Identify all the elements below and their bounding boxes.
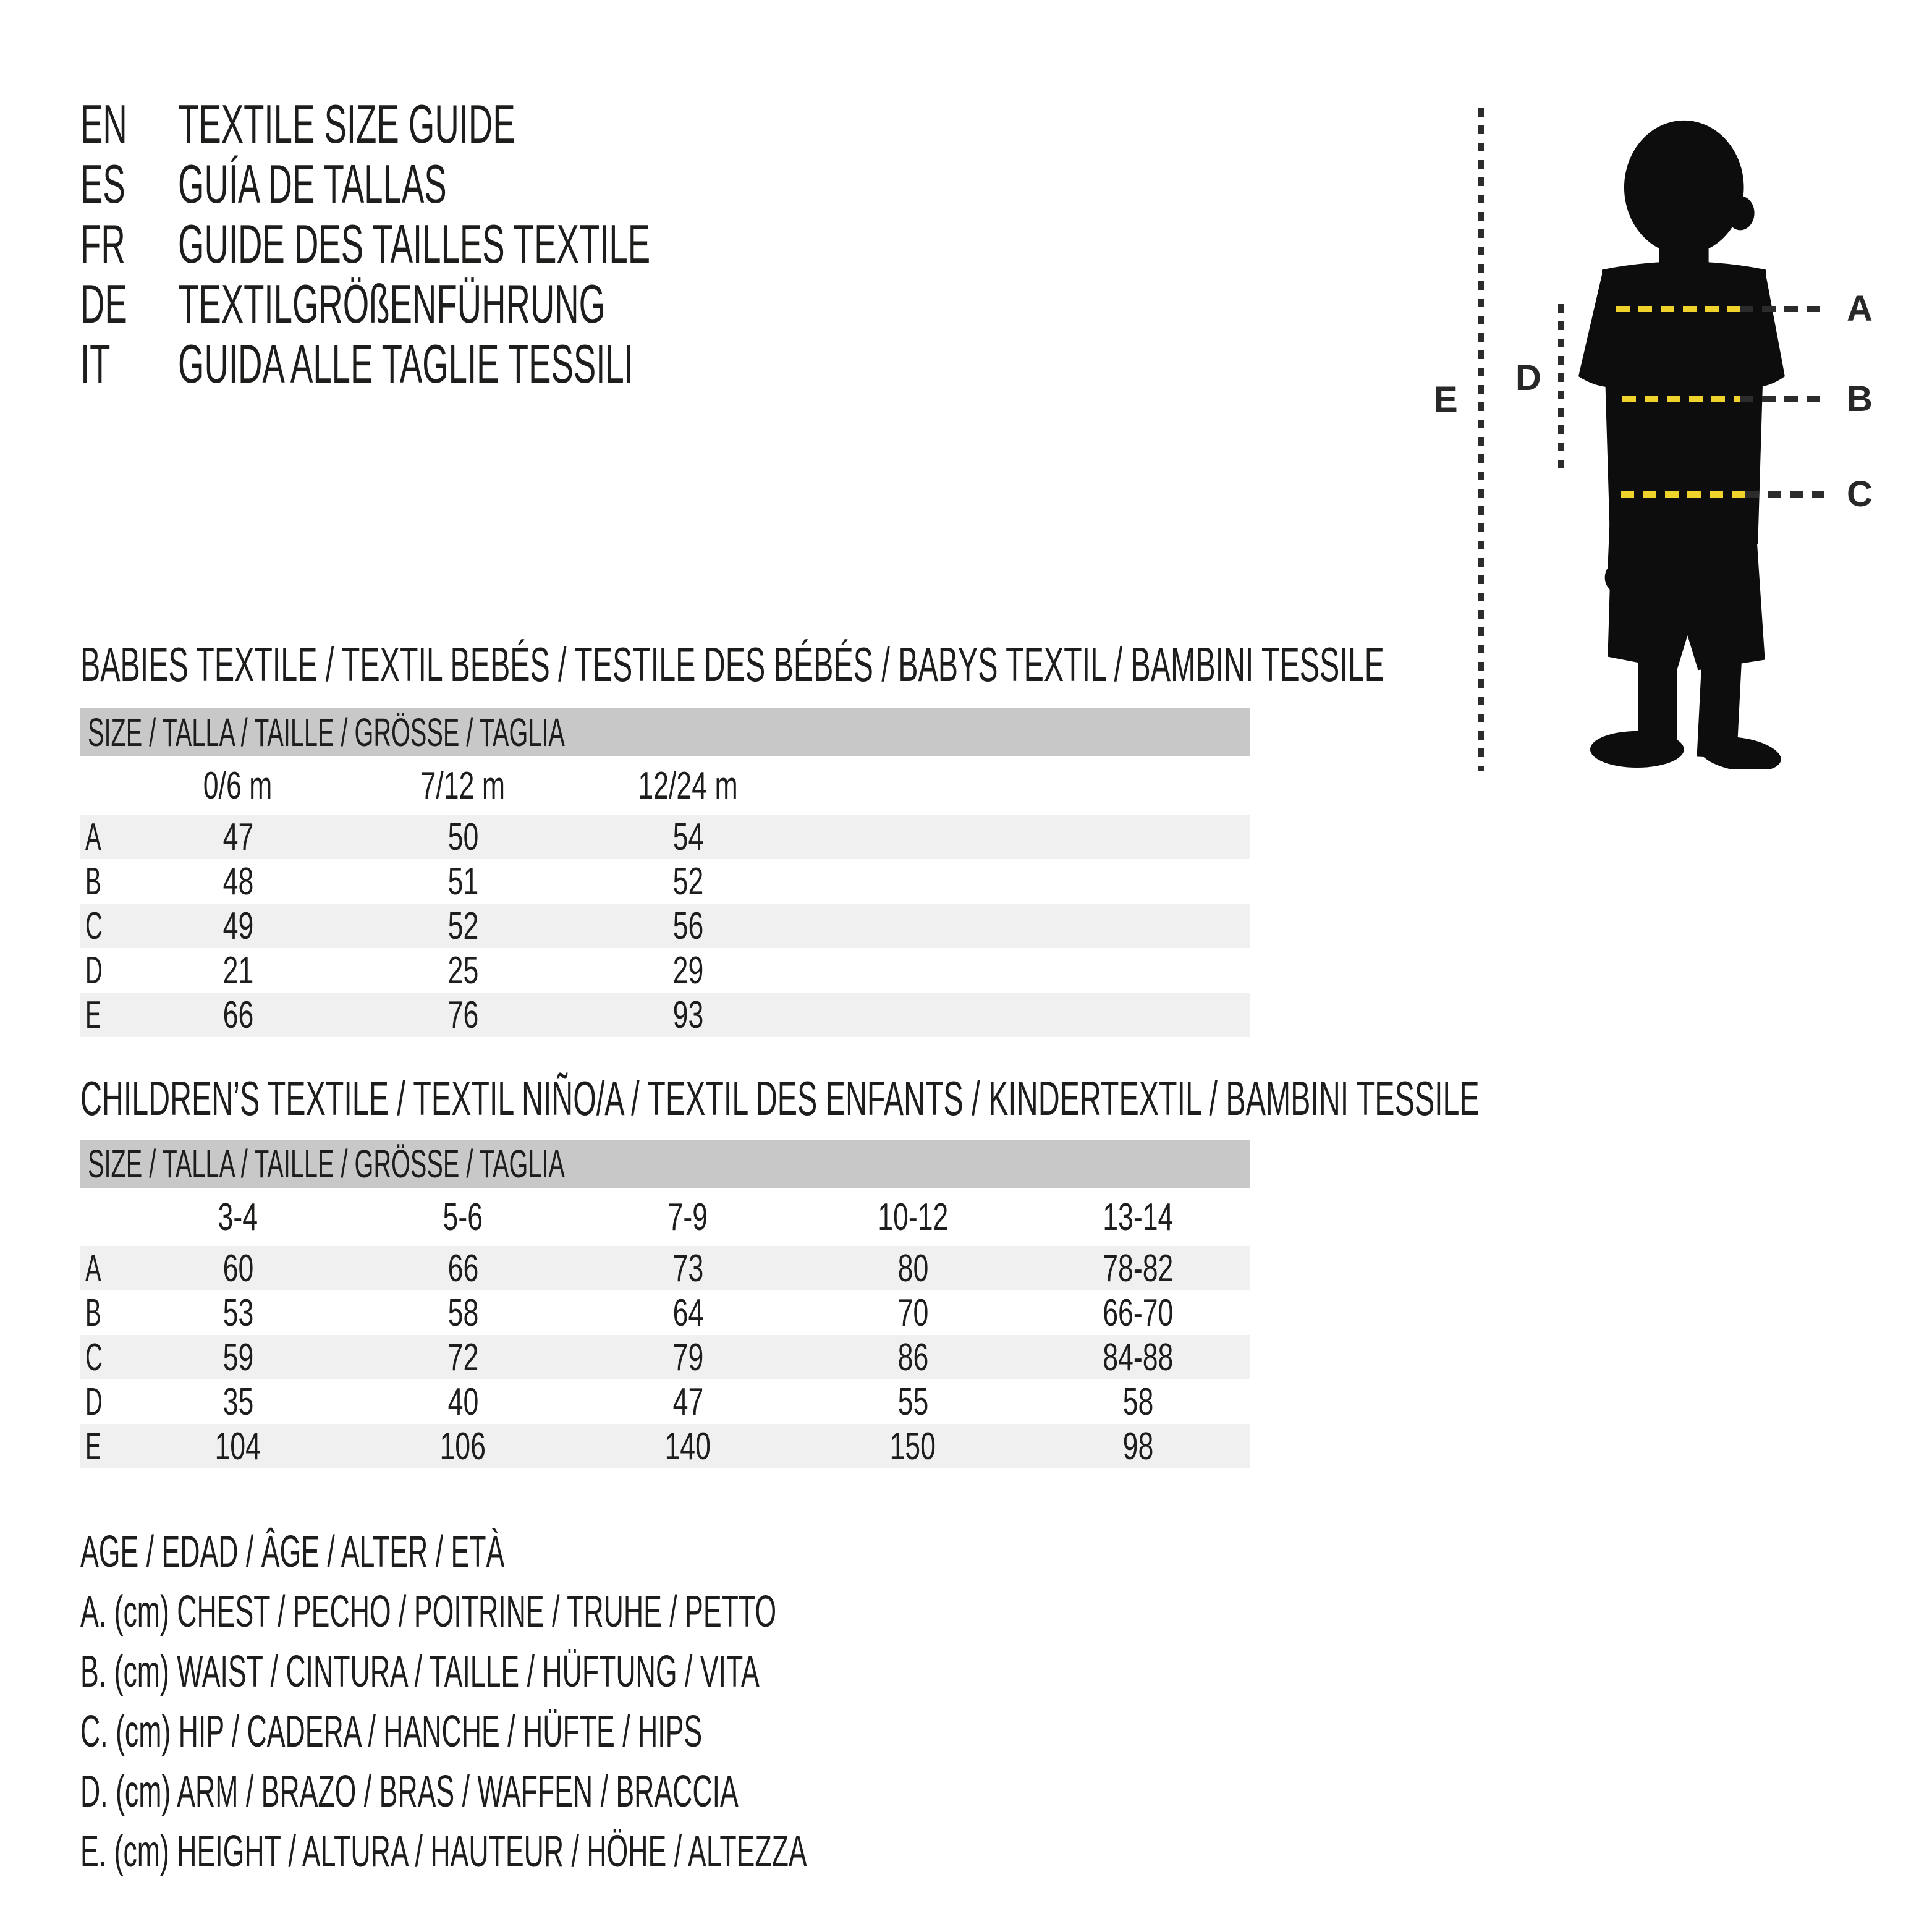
table-cell: 86 bbox=[897, 1336, 928, 1379]
column-header: 3-4 bbox=[218, 1195, 258, 1239]
legend-waist: B. (cm) WAIST / CINTURA / TAILLE / HÜFTUNG / VITA bbox=[80, 1646, 760, 1697]
column-header: 12/24 m bbox=[638, 764, 738, 807]
table-row-a bbox=[80, 815, 1250, 859]
table-cell: 48 bbox=[222, 860, 253, 903]
chest-measure-line-dark bbox=[1740, 306, 1825, 312]
column-header: 13-14 bbox=[1102, 1195, 1174, 1239]
table-cell: 58 bbox=[447, 1291, 478, 1334]
table-row-e bbox=[80, 1424, 1250, 1468]
table-cell: 53 bbox=[222, 1291, 253, 1334]
lang-code: DE bbox=[80, 273, 127, 334]
table-cell: 64 bbox=[672, 1291, 703, 1334]
children-section-title-text: CHILDREN’S TEXTILE / TEXTIL NIÑO/A / TEXTIL DES ENFANTS / KINDERTEXTIL / BAMBINI TESSILE bbox=[80, 1071, 1480, 1125]
legend-height: E. (cm) HEIGHT / ALTURA / HAUTEUR / HÖHE / ALTEZZA bbox=[80, 1826, 807, 1876]
table-row-e bbox=[80, 993, 1250, 1037]
row-label: C bbox=[85, 904, 103, 947]
table-cell: 84-88 bbox=[1102, 1336, 1174, 1379]
table-cell: 78-82 bbox=[1102, 1247, 1174, 1290]
table-cell: 58 bbox=[1122, 1380, 1153, 1423]
table-row-b bbox=[80, 859, 1250, 904]
table-cell: 66-70 bbox=[1102, 1291, 1174, 1334]
figure-label-a: A bbox=[1847, 289, 1873, 329]
figure-label-b: B bbox=[1847, 379, 1873, 419]
children-size-table bbox=[80, 1140, 1250, 1468]
row-label: A bbox=[85, 815, 101, 858]
row-label: B bbox=[85, 1291, 101, 1334]
table-row-b bbox=[80, 1290, 1250, 1335]
table-cell: 70 bbox=[897, 1291, 928, 1334]
figure-label-c: C bbox=[1847, 474, 1873, 514]
babies-size-table bbox=[80, 708, 1250, 1037]
table-cell: 52 bbox=[447, 904, 478, 947]
table-cell: 59 bbox=[222, 1336, 253, 1379]
waist-measure-line-dark bbox=[1740, 396, 1826, 402]
table-cell: 55 bbox=[897, 1380, 928, 1423]
lang-code: ES bbox=[80, 153, 125, 214]
lang-row-de bbox=[80, 274, 939, 334]
column-header: 7-9 bbox=[667, 1195, 708, 1239]
table-cell: 66 bbox=[447, 1247, 478, 1290]
language-title-list bbox=[80, 94, 939, 394]
table-cell: 98 bbox=[1122, 1425, 1153, 1468]
row-label: E bbox=[85, 1425, 101, 1468]
table-cell: 25 bbox=[447, 949, 478, 992]
lang-code: EN bbox=[80, 93, 127, 155]
lang-title: TEXTILE SIZE GUIDE bbox=[178, 93, 515, 155]
lang-title: TEXTILGRÖßENFÜHRUNG bbox=[178, 273, 606, 334]
table-cell: 93 bbox=[672, 993, 703, 1036]
table-row-c bbox=[80, 904, 1250, 948]
row-label: B bbox=[85, 860, 101, 903]
column-header: 5-6 bbox=[443, 1195, 483, 1239]
column-header: 0/6 m bbox=[203, 764, 273, 807]
waist-measure-line-yellow bbox=[1622, 396, 1740, 402]
table-cell: 72 bbox=[447, 1336, 478, 1379]
table-cell: 47 bbox=[672, 1380, 703, 1423]
row-label: D bbox=[85, 1380, 103, 1423]
table-cell: 104 bbox=[214, 1425, 261, 1468]
arm-measure-line-d bbox=[1558, 304, 1564, 470]
lang-row-es bbox=[80, 154, 939, 214]
babies-section-title-text: BABIES TEXTILE / TEXTIL BEBÉS / TESTILE DES BÉBÉS / BABYS TEXTIL / BAMBINI TESSILE bbox=[80, 637, 1384, 692]
row-label: D bbox=[85, 949, 103, 992]
children-column-header-row bbox=[80, 1188, 1250, 1246]
lang-row-en bbox=[80, 94, 939, 154]
row-label: A bbox=[85, 1247, 101, 1290]
babies-column-header-row bbox=[80, 756, 1250, 815]
table-cell: 76 bbox=[447, 993, 478, 1036]
legend-arm: D. (cm) ARM / BRAZO / BRAS / WAFFEN / BRACCIA bbox=[80, 1766, 739, 1816]
hip-measure-line-yellow bbox=[1621, 491, 1745, 498]
child-silhouette bbox=[1567, 114, 1795, 769]
table-cell: 52 bbox=[672, 860, 703, 903]
table-cell: 73 bbox=[672, 1247, 703, 1290]
lang-code: IT bbox=[80, 333, 111, 394]
legend-hip: C. (cm) HIP / CADERA / HANCHE / HÜFTE / HIPS bbox=[80, 1706, 703, 1756]
table-cell: 54 bbox=[672, 815, 703, 858]
chest-measure-line-yellow bbox=[1616, 306, 1740, 312]
size-header-text: SIZE / TALLA / TAILLE / GRÖSSE / TAGLIA bbox=[88, 710, 565, 755]
size-header-band bbox=[80, 1140, 1250, 1188]
lang-row-it bbox=[80, 334, 939, 394]
table-cell: 80 bbox=[897, 1247, 928, 1290]
column-header: 10-12 bbox=[877, 1195, 949, 1239]
size-header-band bbox=[80, 708, 1250, 756]
table-cell: 60 bbox=[222, 1247, 253, 1290]
table-cell: 51 bbox=[447, 860, 478, 903]
table-cell: 50 bbox=[447, 815, 478, 858]
table-cell: 40 bbox=[447, 1380, 478, 1423]
figure-label-e: E bbox=[1434, 379, 1458, 420]
figure-label-d: D bbox=[1515, 358, 1541, 398]
table-cell: 140 bbox=[664, 1425, 711, 1468]
hip-measure-line-dark bbox=[1745, 491, 1824, 498]
lang-row-fr bbox=[80, 214, 939, 274]
table-cell: 47 bbox=[222, 815, 253, 858]
table-cell: 49 bbox=[222, 904, 253, 947]
legend-chest: A. (cm) CHEST / PECHO / POITRINE / TRUHE / PETTO bbox=[80, 1587, 777, 1637]
measurement-legend bbox=[80, 1522, 1252, 1881]
table-row-d bbox=[80, 948, 1250, 993]
lang-title: GUIDE DES TAILLES TEXTILE bbox=[178, 213, 651, 274]
row-label: E bbox=[85, 993, 101, 1036]
lang-title: GUIDA ALLE TAGLIE TESSILI bbox=[178, 333, 633, 394]
table-cell: 29 bbox=[672, 949, 703, 992]
table-cell: 35 bbox=[222, 1380, 253, 1423]
table-cell: 66 bbox=[222, 993, 253, 1036]
table-cell: 21 bbox=[222, 949, 253, 992]
table-row-c bbox=[80, 1335, 1250, 1379]
legend-age: AGE / EDAD / ÂGE / ALTER / ETÀ bbox=[80, 1527, 505, 1577]
lang-title: GUÍA DE TALLAS bbox=[178, 153, 447, 214]
lang-code: FR bbox=[80, 213, 125, 274]
table-cell: 150 bbox=[889, 1425, 936, 1468]
row-label: C bbox=[85, 1336, 103, 1379]
table-row-d bbox=[80, 1379, 1250, 1424]
table-row-a bbox=[80, 1246, 1250, 1290]
table-cell: 79 bbox=[672, 1336, 703, 1379]
column-header: 7/12 m bbox=[420, 764, 506, 807]
size-header-text: SIZE / TALLA / TAILLE / GRÖSSE / TAGLIA bbox=[88, 1142, 565, 1186]
table-cell: 56 bbox=[672, 904, 703, 947]
children-section-title bbox=[80, 1071, 1932, 1125]
table-cell: 106 bbox=[439, 1425, 486, 1468]
